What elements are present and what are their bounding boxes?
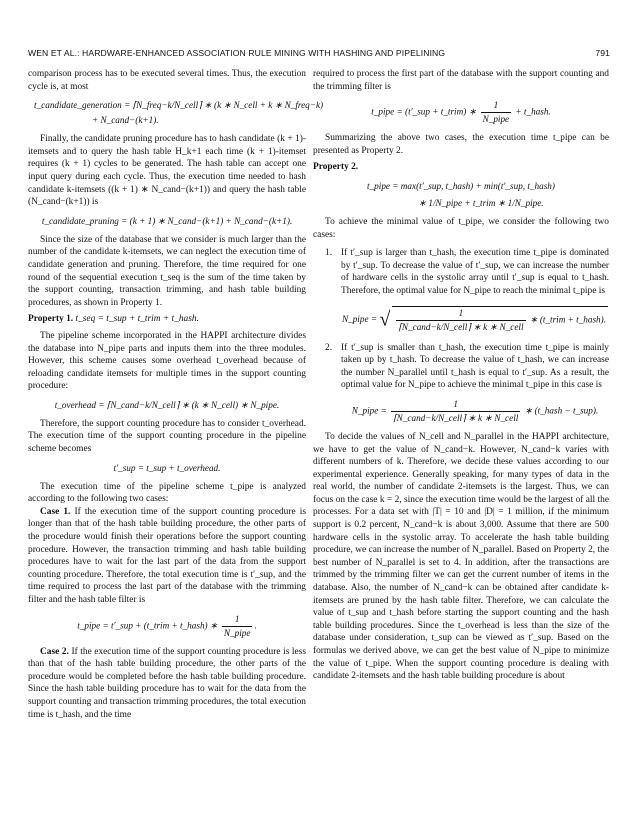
equation: t_pipe = t′_sup + (t_trim + t_hash) ∗ $\frac{1}{\text{N\_pipe}}$ . bbox=[77, 613, 257, 638]
equation: t′_sup = t_sup + t_overhead. bbox=[113, 462, 221, 473]
case-text: If the execution time of the support counting procedure is less than that of the hash table building procedure, the other parts of the procedure would be completed before the hash table building procedure. Since the hash table building procedure has to wait for the data from the support counting and transaction trimming procedures, the total execution time is t_hash, and the time bbox=[28, 646, 306, 720]
property-equation: t_seq = t_sup + t_trim + t_hash. bbox=[75, 314, 199, 325]
paragraph: Since the size of the database that we consider is much larger than the number of the candidate k-itemsets, we can neglect the execution time of candidate generation and pruning. Therefore, the time required for one round of the sequential execution t_seq is the sum of the time taken by the support counting, transaction trimming, and hash table building procedures, as shown in Property 1. bbox=[28, 234, 306, 308]
list-item-text: If t′_sup is smaller than t_hash, the execution time t_pipe is mainly taken up by t_hash. To decrease the value of t_hash, we can increase the number N_parallel until t_hash is equal to t′_sup. As a result, the optimal value for N_pipe to achieve the minimal t_pipe in this case is bbox=[341, 342, 609, 391]
case-label: Case 1. bbox=[40, 506, 71, 517]
equation: t_candidate_pruning = (k + 1) ∗ N_cand−(k+1) + N_cand−(k+1). bbox=[41, 215, 293, 226]
property-1 bbox=[28, 313, 306, 326]
equation-rhs: + t_hash. bbox=[515, 106, 551, 117]
list-item-text: If t′_sup is larger than t_hash, the execution time t_pipe is dominated by t′_sup. To decrease the value of t′_sup, we can increase the number of hardware cells in the systolic array until t′_sup is equal to t_hash. Therefore, the optimal value for N_pipe to reach the minimal t_pipe is bbox=[341, 248, 609, 296]
case-1 bbox=[28, 506, 306, 607]
paragraph: To decide the values of N_cell and N_parallel in the HAPPI architecture, we have to get the value of N_cand−k. However, N_cand−k varies with different numbers of k. Therefore, we decide these values according to our experimental experience. Generally speaking, for many types of data in the real world, the number of candidate 2-itemsets is the largest. Thus, we can focus on the case k = 2, since the execution time would be the largest of all the processes. For a data set with |T| = 10 and |D| = 1 million, if the minimum support is 0.2 percent, N_cand−k is about 3,000. Assume that there are 500 hardware cells in the systolic array. To accelerate the hash table building procedure, we can increase the number of N_parallel. Based on Property 2, the best number of N_parallel is set to 4. In addition, after the transactions are trimmed by the trimming filter we can get the current number of items in the database. Also, the number of N_cand−k can be obtained after candidate k-itemsets are pruned by the hash table filter. Therefore, we can calculate the value of t_sup and t_hash before starting the support counting and the hash table building procedures. Since the t_overhead is less than the size of the database under consideration, t_sup can be viewed as t′_sup. Based on the formulas we derived above, we can get the best value of N_pipe to minimize the value of t_pipe. When the support counting procedure is dealing with candidate 2-itemsets and the hash table building procedure is about bbox=[313, 431, 609, 682]
equation-lhs: t_pipe = t′_sup + (t_trim + t_hash) ∗ bbox=[77, 620, 218, 631]
equation bbox=[341, 398, 609, 425]
left-column bbox=[28, 68, 324, 721]
paragraph: The execution time of the pipeline scheme t_pipe is analyzed according to the following two cases: bbox=[28, 481, 306, 505]
fraction-denominator: ⌈N_cand−k/N_cell⌉ ∗ k ∗ N_cell bbox=[398, 321, 524, 332]
case-2 bbox=[28, 646, 306, 722]
list-item bbox=[313, 342, 609, 425]
equation: t_pipe = max(t′_sup, t_hash) + min(t′_sup, t_hash) bbox=[367, 180, 555, 191]
paragraph: Finally, the candidate pruning procedure has to hash candidate (k + 1)-itemsets and to query the hash table H_k+1 each time (k + 1)-itemset requires (k + 1) cycles to be generated. The hash table can accept one input query during each cycle. Thus, the execution time needed to hash candidate k-itemsets ((k + 1) ∗ N_cand−(k+1)) and query the hash table (N_cand−(k+1)) is bbox=[28, 134, 306, 208]
fraction bbox=[222, 613, 253, 640]
paragraph: required to process the first part of the database with the support counting and the trimming filter is bbox=[313, 69, 609, 92]
paragraph: Summarizing the above two cases, the execution time t_pipe can be presented as Property 2. bbox=[313, 133, 609, 156]
sqrt-body bbox=[392, 306, 608, 334]
case-label: Case 2. bbox=[40, 646, 69, 657]
equation bbox=[313, 99, 609, 126]
fraction-numerator: 1 bbox=[396, 307, 525, 321]
equation-lhs: N_pipe = bbox=[351, 405, 387, 416]
property-2-heading bbox=[313, 161, 609, 174]
right-column bbox=[313, 68, 609, 683]
case-list bbox=[313, 247, 609, 425]
paragraph: The pipeline scheme incorporated in the HAPPI architecture divides the database into N_pipe parts and inputs them into the three modules. However, this scheme causes some overhead t_overhead because of reloading candidate itemsets for multiple times in the support counting procedure: bbox=[28, 330, 306, 392]
list-item bbox=[313, 247, 609, 333]
equation: t_candidate_generation = ⌈N_freq−k/N_cell⌉ ∗ (k ∗ N_cell + k ∗ N_freq−k) bbox=[34, 100, 324, 111]
equation-rhs: ∗ (t_trim + t_hash). bbox=[529, 314, 606, 325]
paragraph: comparison process has to be executed several times. Thus, the execution cycle is, at most bbox=[28, 69, 306, 92]
property-label: Property 2. bbox=[313, 162, 359, 173]
fraction bbox=[481, 99, 512, 126]
equation-lhs: t_pipe = (t′_sup + t_trim) ∗ bbox=[371, 106, 477, 117]
fraction-numerator: 1 bbox=[481, 99, 512, 113]
equation bbox=[341, 306, 609, 334]
equation-continuation: + N_cand−(k+1). bbox=[92, 115, 159, 126]
equation-rhs: ∗ (t_hash − t_sup). bbox=[524, 405, 599, 416]
fraction-denominator: N_pipe bbox=[482, 114, 510, 125]
running-header bbox=[28, 48, 610, 62]
fraction-numerator: 1 bbox=[222, 613, 253, 627]
fraction bbox=[391, 398, 520, 425]
equation: t_overhead = ⌈N_cand−k/N_cell⌉ ∗ (k ∗ N_cell) ∗ N_pipe. bbox=[54, 399, 280, 410]
paragraph: Therefore, the support counting procedure has to consider t_overhead. The execution time of the support counting procedure in the pipeline scheme becomes bbox=[28, 418, 306, 455]
fraction-numerator: 1 bbox=[391, 398, 520, 412]
fraction bbox=[396, 307, 525, 334]
running-title: WEN ET AL.: HARDWARE-ENHANCED ASSOCIATION RULE MINING WITH HASHING AND PIPELINING bbox=[28, 48, 446, 58]
case-text: If the execution time of the support counting procedure is longer than that of the hash table building procedure, the other parts of the procedure would finish their operations before the support counting procedure. However, the transaction trimming and hash table building procedures have to wait for the last part of the data from the support counting procedure. Therefore, the total execution time is t′_sup, and the time required to process the last part of the database with the trimming filter and the hash table filter is bbox=[28, 506, 306, 605]
property-label: Property 1. bbox=[28, 314, 74, 325]
paragraph: To achieve the minimal value of t_pipe, we consider the following two cases: bbox=[313, 216, 609, 240]
list-number: 1. bbox=[325, 248, 333, 259]
fraction-denominator: N_pipe bbox=[223, 627, 251, 638]
equation-continuation: ∗ 1/N_pipe + t_trim ∗ 1/N_pipe. bbox=[418, 197, 544, 208]
fraction-denominator: ⌈N_cand−k/N_cell⌉ ∗ k ∗ N_cell bbox=[393, 412, 519, 423]
sqrt-symbol: √ bbox=[379, 308, 391, 331]
page-number: 791 bbox=[595, 48, 610, 58]
list-number: 2. bbox=[325, 342, 333, 353]
equation-lhs: N_pipe = bbox=[341, 313, 378, 324]
